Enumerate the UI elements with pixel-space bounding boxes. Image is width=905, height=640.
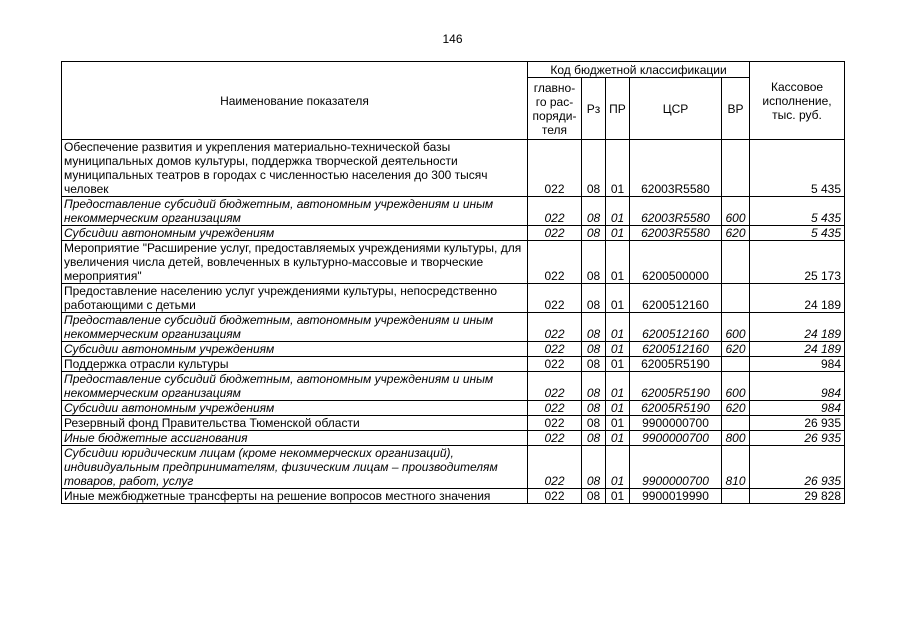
cell-glavn: 022 — [528, 357, 582, 372]
table-row — [62, 241, 845, 284]
page-number: 146 — [442, 32, 463, 46]
cell-name: Поддержка отрасли культуры — [62, 357, 528, 372]
cell-rz: 08 — [582, 416, 606, 431]
cell-glavn: 022 — [528, 489, 582, 504]
table-row — [62, 446, 845, 489]
cell-pr: 01 — [606, 140, 630, 197]
header-code-group: Код бюджетной классификации — [528, 62, 750, 78]
cell-glavn: 022 — [528, 372, 582, 401]
cell-pr: 01 — [606, 226, 630, 241]
cell-name: Субсидии автономным учреждениям — [62, 401, 528, 416]
cell-amount: 26 935 — [750, 431, 845, 446]
cell-csr: 6200500000 — [630, 241, 722, 284]
cell-amount: 984 — [750, 357, 845, 372]
cell-name: Иные межбюджетные трансферты на решение вопросов местного значения — [62, 489, 528, 504]
cell-csr: 9900000700 — [630, 446, 722, 489]
cell-glavn: 022 — [528, 197, 582, 226]
cell-glavn: 022 — [528, 446, 582, 489]
cell-csr: 62005R5190 — [630, 357, 722, 372]
cell-rz: 08 — [582, 197, 606, 226]
cell-pr: 01 — [606, 401, 630, 416]
cell-pr: 01 — [606, 416, 630, 431]
header-rz: Рз — [582, 78, 606, 140]
cell-vr — [722, 489, 750, 504]
cell-glavn: 022 — [528, 313, 582, 342]
cell-vr: 600 — [722, 197, 750, 226]
cell-vr: 620 — [722, 342, 750, 357]
cell-vr: 600 — [722, 372, 750, 401]
cell-glavn: 022 — [528, 416, 582, 431]
cell-amount: 26 935 — [750, 416, 845, 431]
cell-pr: 01 — [606, 241, 630, 284]
cell-csr: 62003R5580 — [630, 140, 722, 197]
cell-rz: 08 — [582, 226, 606, 241]
table-row — [62, 342, 845, 357]
cell-pr: 01 — [606, 489, 630, 504]
cell-glavn: 022 — [528, 401, 582, 416]
cell-glavn: 022 — [528, 226, 582, 241]
cell-amount: 984 — [750, 401, 845, 416]
cell-amount: 5 435 — [750, 140, 845, 197]
header-vr: ВР — [722, 78, 750, 140]
cell-csr: 62005R5190 — [630, 401, 722, 416]
cell-csr: 62003R5580 — [630, 226, 722, 241]
cell-vr — [722, 241, 750, 284]
cell-vr — [722, 416, 750, 431]
cell-csr: 9900000700 — [630, 431, 722, 446]
cell-rz: 08 — [582, 446, 606, 489]
cell-pr: 01 — [606, 446, 630, 489]
cell-pr: 01 — [606, 313, 630, 342]
cell-amount: 24 189 — [750, 342, 845, 357]
cell-pr: 01 — [606, 372, 630, 401]
cell-rz: 08 — [582, 401, 606, 416]
table-body — [62, 140, 845, 504]
cell-pr: 01 — [606, 431, 630, 446]
header-pr: ПР — [606, 78, 630, 140]
cell-vr: 620 — [722, 226, 750, 241]
cell-amount: 25 173 — [750, 241, 845, 284]
header-name: Наименование показателя — [62, 62, 528, 140]
table-row — [62, 226, 845, 241]
cell-rz: 08 — [582, 489, 606, 504]
cell-amount: 24 189 — [750, 313, 845, 342]
cell-rz: 08 — [582, 241, 606, 284]
cell-rz: 08 — [582, 372, 606, 401]
cell-name: Предоставление субсидий бюджетным, автономным учреждениям и иным некоммерческим организациям — [62, 197, 528, 226]
table-row — [62, 431, 845, 446]
cell-csr: 9900019990 — [630, 489, 722, 504]
cell-name: Иные бюджетные ассигнования — [62, 431, 528, 446]
cell-vr: 620 — [722, 401, 750, 416]
cell-vr: 600 — [722, 313, 750, 342]
cell-name: Предоставление субсидий бюджетным, автономным учреждениям и иным некоммерческим организациям — [62, 313, 528, 342]
cell-csr: 9900000700 — [630, 416, 722, 431]
cell-rz: 08 — [582, 284, 606, 313]
table-row — [62, 197, 845, 226]
cell-csr: 6200512160 — [630, 313, 722, 342]
table-row — [62, 140, 845, 197]
cell-name: Субсидии автономным учреждениям — [62, 226, 528, 241]
table-row — [62, 416, 845, 431]
cell-rz: 08 — [582, 357, 606, 372]
cell-csr: 62005R5190 — [630, 372, 722, 401]
table-row — [62, 357, 845, 372]
budget-table — [61, 61, 845, 504]
cell-glavn: 022 — [528, 284, 582, 313]
cell-amount: 29 828 — [750, 489, 845, 504]
cell-amount: 5 435 — [750, 197, 845, 226]
cell-vr — [722, 357, 750, 372]
cell-name: Субсидии автономным учреждениям — [62, 342, 528, 357]
table-row — [62, 284, 845, 313]
cell-glavn: 022 — [528, 241, 582, 284]
cell-csr: 6200512160 — [630, 342, 722, 357]
cell-rz: 08 — [582, 313, 606, 342]
cell-vr: 800 — [722, 431, 750, 446]
table-header — [62, 62, 845, 140]
cell-name: Обеспечение развития и укрепления материально-технической базы муниципальных домов культуры, поддержка творческой деятельности муниципальных театров в городах с численностью населения до 300 тысяч человек — [62, 140, 528, 197]
header-csr: ЦСР — [630, 78, 722, 140]
cell-amount: 26 935 — [750, 446, 845, 489]
cell-pr: 01 — [606, 197, 630, 226]
cell-rz: 08 — [582, 140, 606, 197]
table-row — [62, 401, 845, 416]
cell-name: Предоставление субсидий бюджетным, автономным учреждениям и иным некоммерческим организациям — [62, 372, 528, 401]
cell-pr: 01 — [606, 342, 630, 357]
cell-rz: 08 — [582, 431, 606, 446]
cell-pr: 01 — [606, 357, 630, 372]
cell-csr: 6200512160 — [630, 284, 722, 313]
cell-vr — [722, 284, 750, 313]
cell-amount: 984 — [750, 372, 845, 401]
header-glavn: главно-го рас-поряди-теля — [528, 78, 582, 140]
cell-amount: 24 189 — [750, 284, 845, 313]
cell-pr: 01 — [606, 284, 630, 313]
table-row — [62, 372, 845, 401]
cell-csr: 62003R5580 — [630, 197, 722, 226]
cell-amount: 5 435 — [750, 226, 845, 241]
header-amount: Кассовое исполнение, тыс. руб. — [750, 62, 845, 140]
cell-glavn: 022 — [528, 431, 582, 446]
cell-rz: 08 — [582, 342, 606, 357]
cell-glavn: 022 — [528, 342, 582, 357]
cell-name: Предоставление населению услуг учреждениями культуры, непосредственно работающими с детьми — [62, 284, 528, 313]
cell-name: Резервный фонд Правительства Тюменской области — [62, 416, 528, 431]
cell-name: Субсидии юридическим лицам (кроме некоммерческих организаций), индивидуальным предпринимателям, физическим лицам – производителям товаров, работ, услуг — [62, 446, 528, 489]
cell-vr: 810 — [722, 446, 750, 489]
table-row — [62, 489, 845, 504]
cell-name: Мероприятие "Расширение услуг, предоставляемых учреждениями культуры, для увеличения числа детей, вовлеченных в культурно-массовые и творческие мероприятия" — [62, 241, 528, 284]
table-row — [62, 313, 845, 342]
cell-glavn: 022 — [528, 140, 582, 197]
cell-vr — [722, 140, 750, 197]
